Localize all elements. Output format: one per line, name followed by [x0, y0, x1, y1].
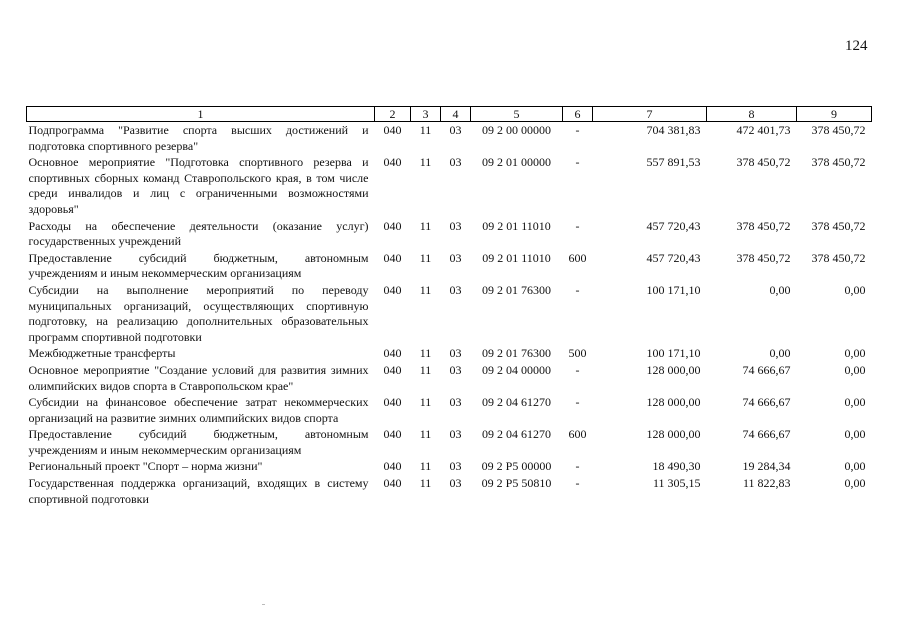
header-cell: 8 [707, 107, 797, 122]
table-row [27, 362, 872, 394]
row-col9: 0,00 [844, 282, 866, 297]
budget-table [26, 106, 872, 507]
table-row [27, 250, 872, 282]
row-col8: 11 822,83 [742, 476, 791, 491]
table-row [27, 218, 872, 250]
row-col4: 03 [449, 346, 462, 361]
row-col2: 040 [383, 155, 402, 170]
row-col4: 03 [449, 427, 462, 442]
row-col4: 03 [449, 155, 462, 170]
row-col8: 378 450,72 [736, 155, 791, 170]
row-col2: 040 [383, 476, 402, 491]
table-row [27, 282, 872, 345]
row-name: Расходы на обеспечение деятельности (оказание услуг) государственных учреждений [28, 218, 369, 249]
row-col6: 500 [568, 346, 587, 361]
row-col3: 11 [419, 155, 432, 170]
row-col4: 03 [449, 282, 462, 297]
row-col4: 03 [449, 250, 462, 265]
row-col9: 378 450,72 [811, 155, 866, 170]
row-col3: 11 [419, 476, 432, 491]
row-name: Субсидии на финансовое обеспечение затрат некоммерческих организаций на развитие зимних олимпийских видов спорта [28, 395, 369, 425]
row-col2: 040 [383, 250, 402, 265]
row-col9: 0,00 [844, 427, 866, 442]
row-col2: 040 [383, 362, 402, 377]
row-col4: 03 [449, 395, 462, 410]
row-col8: 0,00 [769, 282, 791, 297]
row-col5: 09 2 P5 50810 [481, 476, 552, 491]
row-col4: 03 [449, 459, 462, 474]
row-name: Государственная поддержка организаций, входящих в систему спортивной подготовки [28, 476, 369, 506]
row-name: Подпрограмма "Развитие спорта высших достижений и подготовка спортивного резерва" [28, 123, 369, 153]
header-cell: 5 [471, 107, 563, 122]
row-col8: 472 401,73 [736, 123, 791, 137]
row-col7: 100 171,10 [646, 282, 701, 297]
row-col3: 11 [419, 250, 432, 265]
row-col9: 0,00 [844, 346, 866, 361]
row-name: Предоставление субсидий бюджетным, автономным учреждениям и иным некоммерческим организациям [28, 427, 369, 457]
header-cell: 4 [441, 107, 471, 122]
row-col9: 0,00 [844, 395, 866, 410]
row-col7: 128 000,00 [646, 395, 701, 410]
row-col2: 040 [383, 282, 402, 297]
table-row [27, 475, 872, 507]
row-name: Субсидии на выполнение мероприятий по переводу муниципальных организаций, осуществляющих спортивную подготовку, на реализацию дополнительных образовательных программ спортивной подготовки [28, 282, 369, 344]
row-col6: 600 [568, 427, 587, 442]
row-col2: 040 [383, 395, 402, 410]
row-col4: 03 [449, 123, 462, 137]
row-col9: 0,00 [844, 362, 866, 377]
table-row [27, 394, 872, 426]
header-cell: 3 [411, 107, 441, 122]
row-col7: 457 720,43 [646, 250, 701, 265]
row-col6: - [575, 218, 580, 233]
header-row [27, 107, 872, 122]
row-col5: 09 2 01 11010 [482, 218, 551, 233]
row-col8: 74 666,67 [742, 395, 791, 410]
scan-speck [262, 604, 265, 605]
row-col8: 378 450,72 [736, 218, 791, 233]
row-col3: 11 [419, 218, 432, 233]
table-row [27, 458, 872, 475]
table-row [27, 426, 872, 458]
row-col4: 03 [449, 476, 462, 491]
row-col7: 128 000,00 [646, 362, 701, 377]
row-col7: 128 000,00 [646, 427, 701, 442]
row-col7: 704 381,83 [646, 123, 701, 137]
row-col9: 0,00 [844, 476, 866, 491]
row-col6: - [575, 155, 580, 170]
row-col6: - [575, 282, 580, 297]
row-col3: 11 [419, 427, 432, 442]
row-col6: - [575, 476, 580, 491]
row-col7: 557 891,53 [646, 155, 701, 170]
row-col4: 03 [449, 218, 462, 233]
row-col2: 040 [383, 459, 402, 474]
row-col5: 09 2 04 61270 [482, 395, 551, 410]
row-col6: 600 [568, 250, 587, 265]
row-col4: 03 [449, 362, 462, 377]
row-col3: 11 [419, 395, 432, 410]
row-col5: 09 2 01 76300 [482, 346, 551, 361]
table-row [27, 154, 872, 217]
row-col3: 11 [419, 123, 432, 137]
row-col5: 09 2 01 11010 [482, 250, 551, 265]
row-col3: 11 [419, 282, 432, 297]
row-col6: - [575, 362, 580, 377]
row-name: Основное мероприятие "Создание условий для развития зимних олимпийских видов спорта в Ставропольском крае" [28, 362, 369, 393]
header-cell: 1 [27, 107, 375, 122]
row-col9: 0,00 [844, 459, 866, 474]
row-col5: 09 2 01 76300 [482, 282, 551, 297]
row-col2: 040 [383, 218, 402, 233]
row-col6: - [575, 459, 580, 474]
row-col5: 09 2 P5 00000 [481, 459, 552, 474]
row-name: Межбюджетные трансферты [28, 346, 176, 361]
row-col3: 11 [419, 459, 432, 474]
row-col2: 040 [383, 346, 402, 361]
table-row [27, 345, 872, 362]
row-col3: 11 [419, 346, 432, 361]
row-col7: 18 490,30 [652, 459, 701, 474]
table-row [27, 122, 872, 155]
header-cell: 6 [563, 107, 593, 122]
row-col8: 378 450,72 [736, 250, 791, 265]
row-col3: 11 [419, 362, 432, 377]
row-col5: 09 2 04 00000 [482, 362, 551, 377]
row-col5: 09 2 01 00000 [482, 155, 551, 170]
row-col9: 378 450,72 [811, 250, 866, 265]
row-col6: - [575, 123, 580, 137]
row-col8: 74 666,67 [742, 427, 791, 442]
row-name: Региональный проект "Спорт – норма жизни" [28, 459, 263, 474]
row-col7: 11 305,15 [652, 476, 701, 491]
header-cell: 2 [375, 107, 411, 122]
row-col9: 378 450,72 [811, 218, 866, 233]
row-name: Предоставление субсидий бюджетным, автономным учреждениям и иным некоммерческим организациям [28, 250, 369, 281]
row-col5: 09 2 04 61270 [482, 427, 551, 442]
header-cell: 7 [593, 107, 707, 122]
row-col8: 19 284,34 [742, 459, 791, 474]
row-name: Основное мероприятие "Подготовка спортивного резерва и спортивных сборных команд Ставропольского края, в том числе среди инвалидов и лиц с ограниченными возможностями здоровья" [28, 155, 369, 216]
page-number: 124 [845, 38, 868, 54]
row-col8: 74 666,67 [742, 362, 791, 377]
row-col7: 100 171,10 [646, 346, 701, 361]
row-col8: 0,00 [769, 346, 791, 361]
row-col2: 040 [383, 427, 402, 442]
row-col9: 378 450,72 [811, 123, 866, 137]
row-col2: 040 [383, 123, 402, 137]
row-col7: 457 720,43 [646, 218, 701, 233]
header-cell: 9 [797, 107, 872, 122]
row-col5: 09 2 00 00000 [482, 123, 551, 137]
row-col6: - [575, 395, 580, 410]
